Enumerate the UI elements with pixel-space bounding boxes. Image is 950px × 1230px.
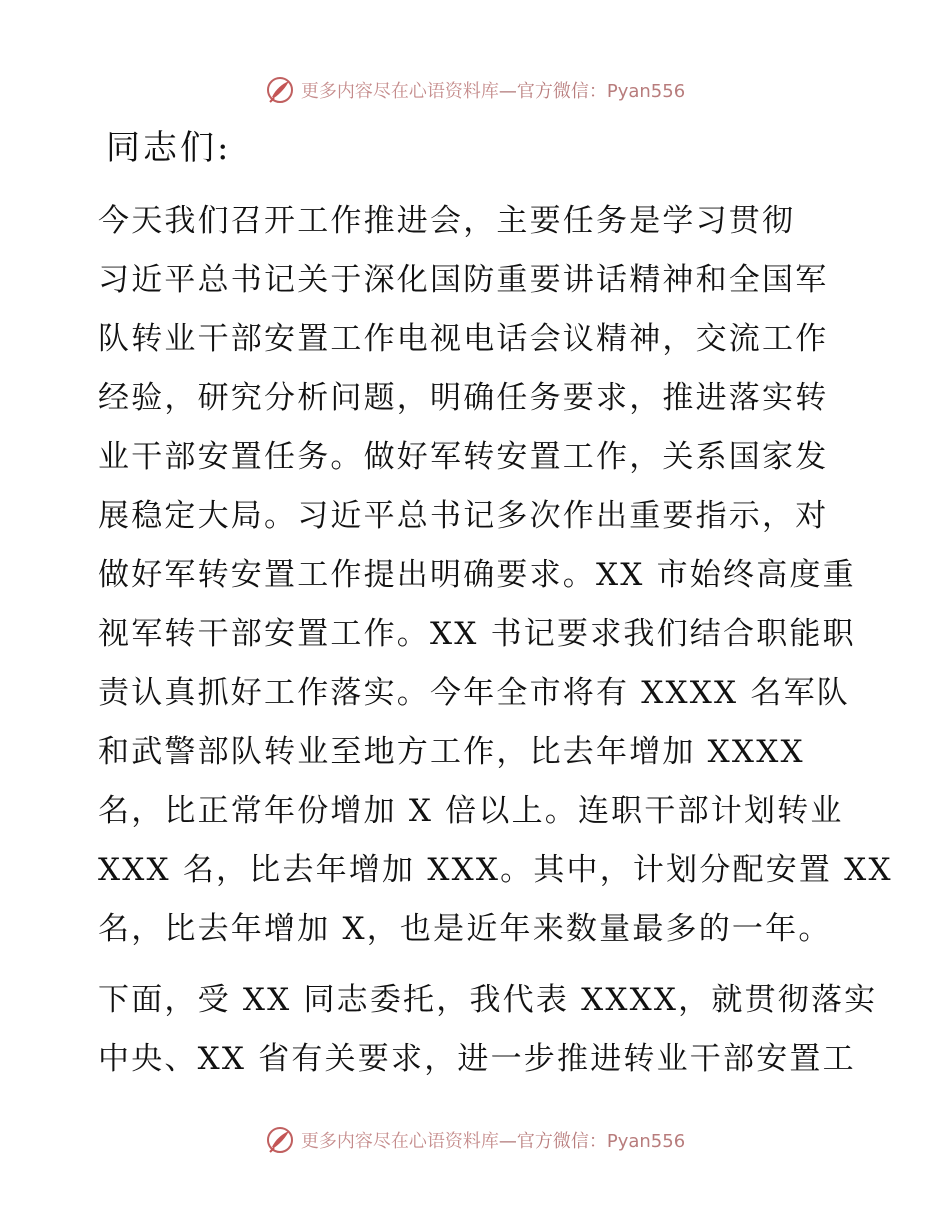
watermark-wechat-id: Pyan556 — [606, 1131, 686, 1152]
feather-pen-logo-icon — [265, 75, 295, 105]
text-line: 名，比正常年份增加 X 倍以上。连职干部计划转业 — [98, 793, 844, 829]
text-line: 中央、XX 省有关要求，进一步推进转业干部安置工 — [98, 1041, 856, 1077]
text-line: 下面，受 XX 同志委托，我代表 XXXX，就贯彻落实 — [98, 982, 878, 1018]
text-line: 视军转干部安置工作。XX 书记要求我们结合职能职 — [98, 616, 856, 652]
text-line: 做好军转安置工作提出明确要求。XX 市始终高度重 — [98, 557, 856, 593]
feather-pen-logo-icon — [265, 1125, 295, 1155]
greeting: 同志们: — [106, 128, 232, 168]
text-line: 名，比去年增加 X，也是近年来数量最多的一年。 — [98, 911, 832, 947]
text-line: 展稳定大局。习近平总书记多次作出重要指示，对 — [98, 498, 829, 534]
paragraph-2 — [98, 971, 878, 1089]
text-line: 队转业干部安置工作电视电话会议精神，交流工作 — [98, 321, 829, 357]
text-line: 责认真抓好工作落实。今年全市将有 XXXX 名军队 — [98, 675, 850, 711]
watermark-separator: — — [498, 81, 517, 102]
paragraph-1 — [98, 192, 893, 959]
watermark-separator: — — [498, 1131, 517, 1152]
text-line: 业干部安置任务。做好军转安置工作，关系国家发 — [98, 439, 829, 475]
header-watermark — [0, 72, 950, 108]
text-line: 今天我们召开工作推进会，主要任务是学习贯彻 — [98, 203, 796, 239]
watermark-text — [301, 1127, 685, 1153]
document-body — [98, 118, 893, 1101]
text-line: XXX 名，比去年增加 XXX。其中，计划分配安置 XX — [98, 852, 893, 888]
watermark-text — [301, 77, 685, 103]
footer-watermark — [0, 1122, 950, 1158]
watermark-wechat-id: Pyan556 — [606, 81, 686, 102]
text-line: 和武警部队转业至地方工作，比去年增加 XXXX — [98, 734, 805, 770]
text-line: 经验，研究分析问题，明确任务要求，推进落实转 — [98, 380, 829, 416]
text-line: 习近平总书记关于深化国防重要讲话精神和全国军 — [98, 262, 829, 298]
watermark-brand: 更多内容尽在心语资料库 — [300, 1131, 499, 1152]
watermark-wechat-label: 官方微信： — [516, 1131, 607, 1152]
watermark-brand: 更多内容尽在心语资料库 — [300, 81, 499, 102]
watermark-wechat-label: 官方微信： — [516, 81, 607, 102]
